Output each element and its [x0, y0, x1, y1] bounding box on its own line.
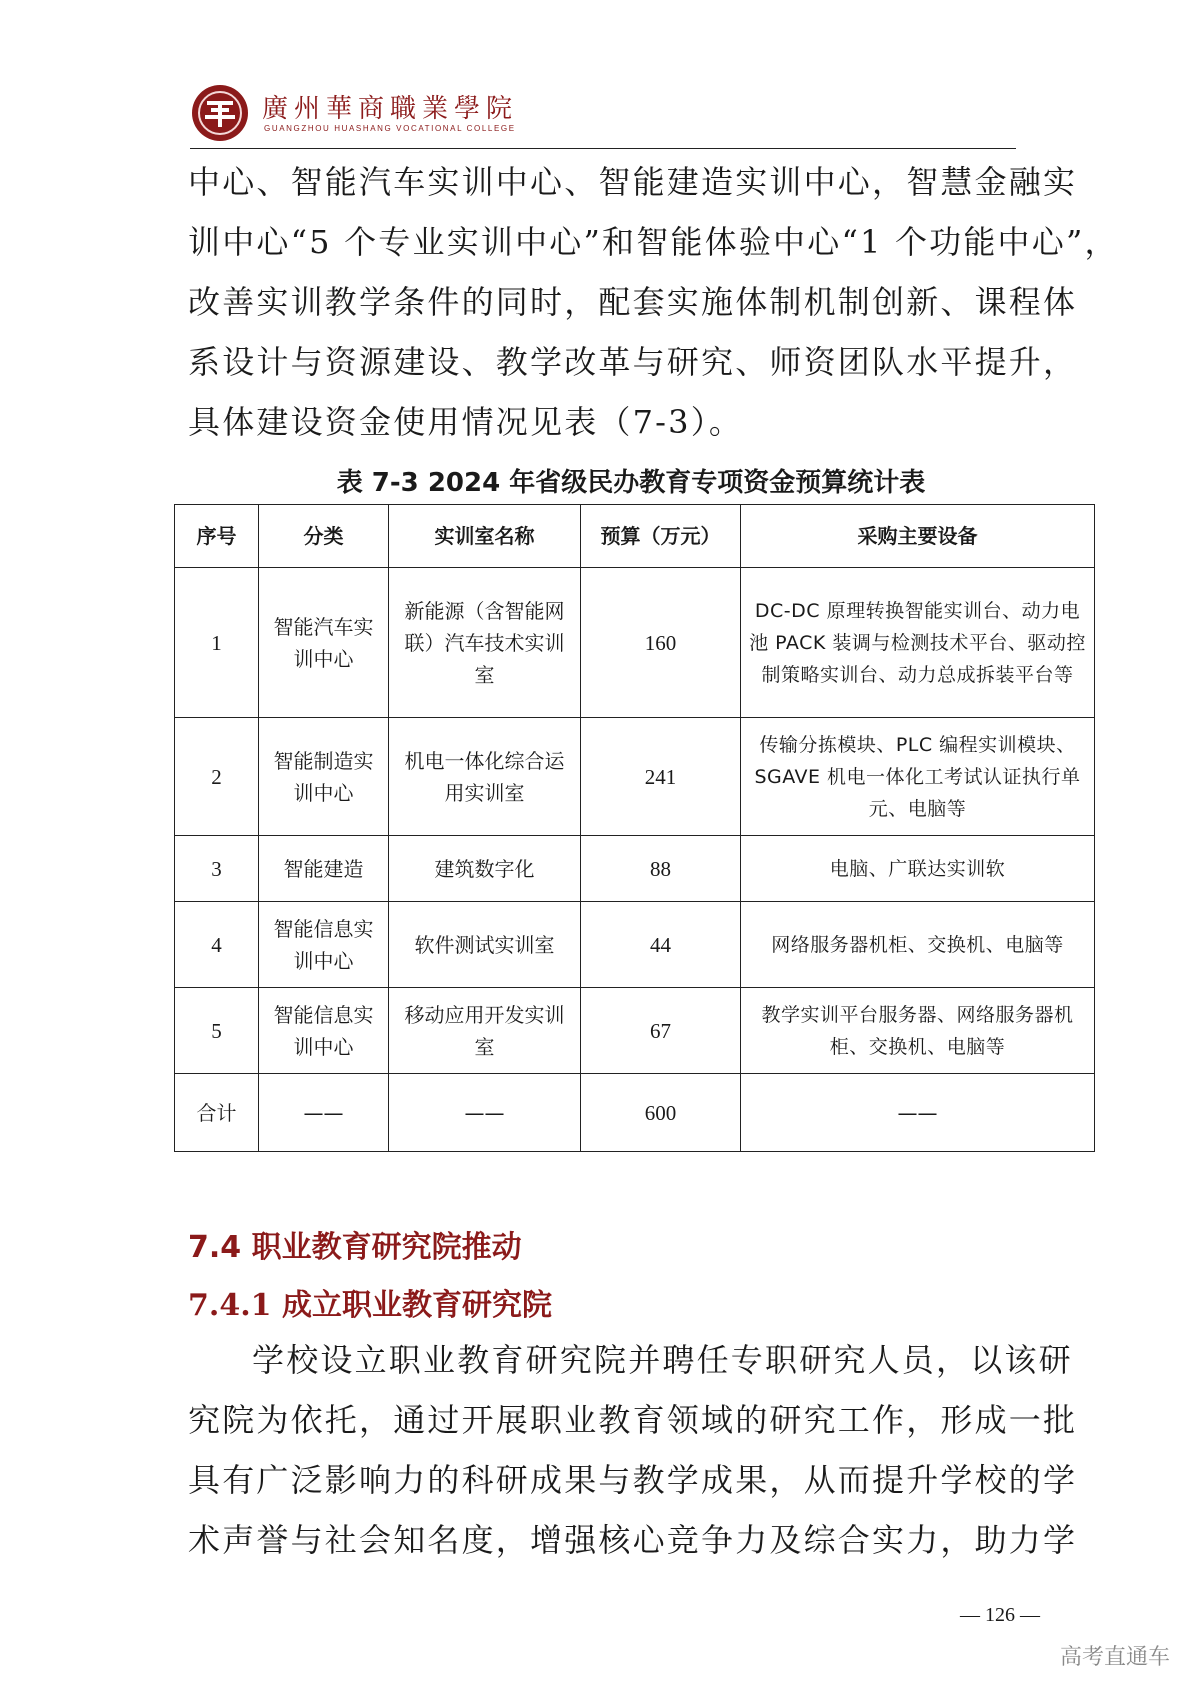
- table-total-row: [175, 1074, 1095, 1152]
- total-equipment: ——: [741, 1074, 1095, 1152]
- total-budget: 600: [581, 1074, 741, 1152]
- table-row: [175, 718, 1095, 836]
- paragraph-line: 训中心“5 个专业实训中心”和智能体验中心“1 个功能中心”，: [188, 223, 1119, 261]
- section-paragraph: [188, 1330, 1078, 1570]
- column-header: 预算（万元）: [581, 505, 741, 568]
- total-label: 合计: [175, 1074, 259, 1152]
- table-header-row: [175, 505, 1095, 568]
- paragraph-line: 术声誉与社会知名度，增强核心竞争力及综合实力，助力学: [188, 1521, 1078, 1559]
- paragraph-line: 具有广泛影响力的科研成果与教学成果，从而提升学校的学: [188, 1461, 1078, 1499]
- row-category: 智能建造: [259, 836, 389, 902]
- row-category: 智能信息实训中心: [259, 988, 389, 1074]
- table-row: [175, 902, 1095, 988]
- row-category: 智能汽车实训中心: [259, 568, 389, 718]
- row-budget: 88: [581, 836, 741, 902]
- table-row: [175, 836, 1095, 902]
- paragraph-line: 学校设立职业教育研究院并聘任专职研究人员，以该研: [252, 1341, 1073, 1379]
- section-heading: 7.4 职业教育研究院推动: [188, 1230, 522, 1265]
- total-room: ——: [389, 1074, 581, 1152]
- row-equipment: 网络服务器机柜、交换机、电脑等: [741, 902, 1095, 988]
- row-number: 4: [175, 902, 259, 988]
- row-number: 1: [175, 568, 259, 718]
- paragraph-line: 改善实训教学条件的同时，配套实施体制机制创新、课程体: [188, 283, 1078, 321]
- paragraph-line: 究院为依托，通过开展职业教育领域的研究工作，形成一批: [188, 1401, 1078, 1439]
- page-number: — 126 —: [960, 1604, 1040, 1626]
- college-logo-icon: [190, 83, 250, 143]
- intro-paragraph: [188, 152, 1119, 452]
- column-header: 序号: [175, 505, 259, 568]
- row-room: 建筑数字化: [389, 836, 581, 902]
- column-header: 分类: [259, 505, 389, 568]
- table-title: 表 7-3 2024 年省级民办教育专项资金预算统计表: [336, 468, 926, 498]
- table-row: [175, 568, 1095, 718]
- college-name-en: GUANGZHOU HUASHANG VOCATIONAL COLLEGE: [264, 124, 516, 133]
- row-room: 机电一体化综合运用实训室: [389, 718, 581, 836]
- row-number: 5: [175, 988, 259, 1074]
- column-header: 实训室名称: [389, 505, 581, 568]
- section-subheading: 7.4.1 成立职业教育研究院: [188, 1288, 552, 1323]
- total-category: ——: [259, 1074, 389, 1152]
- row-budget: 241: [581, 718, 741, 836]
- row-equipment: 电脑、广联达实训软: [741, 836, 1095, 902]
- college-name-cn: 廣州華商職業學院: [262, 94, 519, 124]
- row-budget: 67: [581, 988, 741, 1074]
- row-room: 新能源（含智能网联）汽车技术实训室: [389, 568, 581, 718]
- column-header: 采购主要设备: [741, 505, 1095, 568]
- budget-table: [174, 504, 1095, 1152]
- row-equipment: 教学实训平台服务器、网络服务器机柜、交换机、电脑等: [741, 988, 1095, 1074]
- row-category: 智能信息实训中心: [259, 902, 389, 988]
- row-equipment: 传输分拣模块、PLC 编程实训模块、SGAVE 机电一体化工考试认证执行单元、电脑等: [741, 718, 1095, 836]
- row-number: 3: [175, 836, 259, 902]
- paragraph-line: 具体建设资金使用情况见表（7-3）。: [188, 403, 744, 441]
- row-category: 智能制造实训中心: [259, 718, 389, 836]
- row-number: 2: [175, 718, 259, 836]
- paragraph-line: 中心、智能汽车实训中心、智能建造实训中心，智慧金融实: [188, 163, 1078, 201]
- row-room: 移动应用开发实训室: [389, 988, 581, 1074]
- watermark: 高考直通车: [1059, 1645, 1170, 1670]
- row-room: 软件测试实训室: [389, 902, 581, 988]
- row-budget: 160: [581, 568, 741, 718]
- page-header: [190, 80, 1016, 149]
- table-row: [175, 988, 1095, 1074]
- row-budget: 44: [581, 902, 741, 988]
- paragraph-line: 系设计与资源建设、教学改革与研究、师资团队水平提升，: [188, 343, 1078, 381]
- row-equipment: DC-DC 原理转换智能实训台、动力电池 PACK 装调与检测技术平台、驱动控制策略实训台、动力总成拆装平台等: [741, 568, 1095, 718]
